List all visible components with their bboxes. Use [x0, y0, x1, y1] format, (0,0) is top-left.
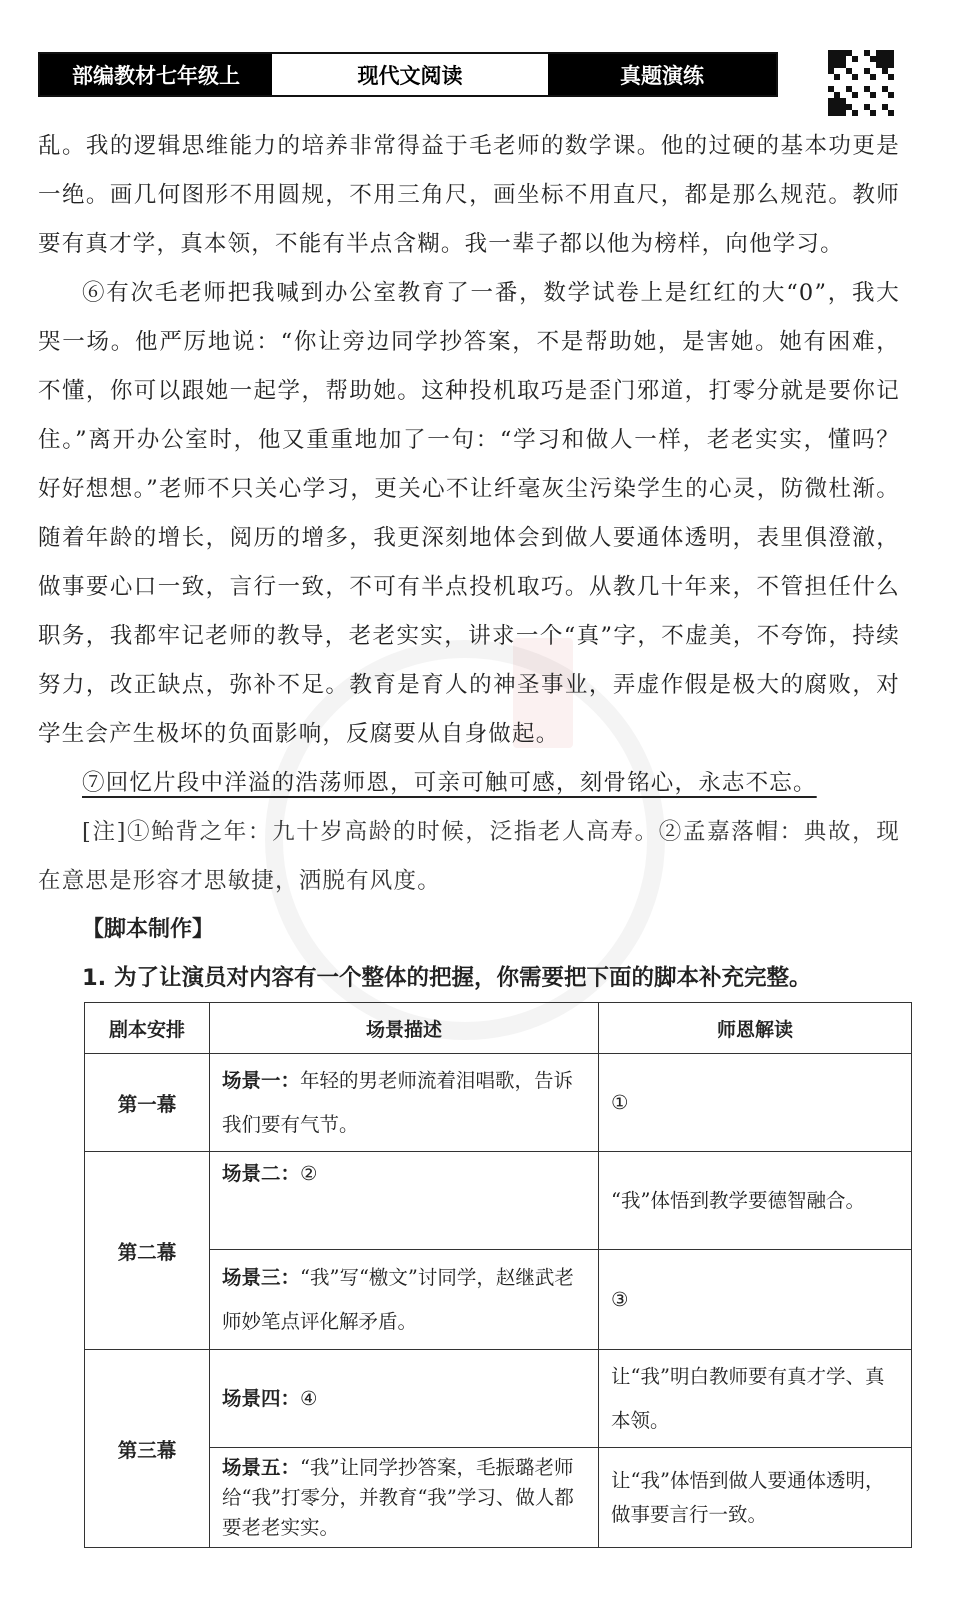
scene-desc: ② [300, 1162, 318, 1185]
scene-label: 场景五： [222, 1455, 301, 1479]
act-cell: 第一幕 [85, 1054, 210, 1152]
table-row [85, 1448, 912, 1548]
paragraph-5-tail: 乱。我的逻辑思维能力的培养非常得益于毛老师的数学课。他的过硬的基本功更是一绝。画几何图形不用圆规，不用三角尺，画坐标不用直尺，都是那么规范。教师要有真才学，真本领，不能有半点含糊。我一辈子都以他为榜样，向他学习。 [38, 133, 900, 257]
annotation-note: [注]①鲐背之年：九十岁高龄的时候，泛指老人高寿。②孟嘉落帽：典故，现在意思是形容才思敏捷，洒脱有风度。 [38, 819, 900, 894]
task-heading: 【脚本制作】 [82, 917, 215, 942]
scene-label: 场景一： [222, 1068, 301, 1092]
scene-cell [210, 1250, 599, 1350]
header-textbook: 部编教材七年级上 [40, 54, 272, 95]
table-row [85, 1250, 912, 1350]
table-row [85, 1350, 912, 1448]
scene-desc: 年轻的男老师流着泪唱歌，告诉我们要有气节。 [222, 1068, 574, 1136]
question-1: 1. 为了让演员对内容有一个整体的把握，你需要把下面的脚本补充完整。 [82, 965, 812, 991]
header-bar [38, 52, 778, 97]
table-row [85, 1152, 912, 1250]
act-cell: 第三幕 [85, 1350, 210, 1548]
interpretation-cell: ① [599, 1054, 912, 1152]
act-cell: 第二幕 [85, 1152, 210, 1350]
table-header-row [85, 1003, 912, 1054]
scene-cell [210, 1152, 599, 1250]
paragraph-7 [38, 759, 900, 808]
header-section: 现代文阅读 [272, 54, 548, 95]
scene-label: 场景三： [222, 1265, 301, 1289]
interpretation-cell: “我”体悟到教学要德智融合。 [599, 1152, 912, 1250]
interpretation-cell: ③ [599, 1250, 912, 1350]
scene-label: 场景四： [222, 1386, 301, 1410]
table-header: 剧本安排 [85, 1003, 210, 1054]
paragraph-6: ⑥有次毛老师把我喊到办公室教育了一番，数学试卷上是红红的大“0”，我大哭一场。他严厉地说：“你让旁边同学抄答案，不是帮助她，是害她。她有困难，不懂，你可以跟她一起学，帮助她。这种投机取巧是歪门邪道，打零分就是要你记住。”离开办公室时，他又重重地加了一句：“学习和做人一样，老老实实，懂吗？好好想想。”老师不只关心学习，更关心不让纤毫灰尘污染学生的心灵，防微杜渐。随着年龄的增长，阅历的增多，我更深刻地体会到做人要通体透明，表里俱澄澈，做事要心口一致，言行一致，不可有半点投机取巧。从教几十年来，不管担任什么职务，我都牢记老师的教导，老老实实，讲求一个“真”字，不虚美，不夸饰，持续努力，改正缺点，弥补不足。教育是育人的神圣事业，弄虚作假是极大的腐败，对学生会产生极坏的负面影响，反腐要从自身做起。 [38, 280, 900, 747]
table-header: 师恩解读 [599, 1003, 912, 1054]
article-body [38, 122, 900, 1002]
scene-label: 场景二： [222, 1162, 301, 1185]
header-type: 真题演练 [548, 54, 776, 95]
interpretation-cell: 让“我”明白教师要有真才学、真本领。 [599, 1350, 912, 1448]
scene-cell [210, 1448, 599, 1548]
paragraph-7-text: ⑦回忆片段中洋溢的浩荡师恩，可亲可触可感，刻骨铭心，永志不忘。 [82, 770, 817, 796]
scene-desc: “我”写“檄文”讨同学，赵继武老师妙笔点评化解矛盾。 [222, 1265, 574, 1333]
table-header: 场景描述 [210, 1003, 599, 1054]
scene-cell [210, 1054, 599, 1152]
qr-code-icon [828, 50, 894, 116]
script-table [84, 1002, 912, 1548]
scene-desc: ④ [300, 1386, 318, 1410]
interpretation-cell: 让“我”体悟到做人要通体透明，做事要言行一致。 [599, 1448, 912, 1548]
scene-cell [210, 1350, 599, 1448]
scene-desc: “我”让同学抄答案，毛振璐老师给“我”打零分，并教育“我”学习、做人都要老老实实。 [222, 1455, 574, 1539]
table-row [85, 1054, 912, 1152]
